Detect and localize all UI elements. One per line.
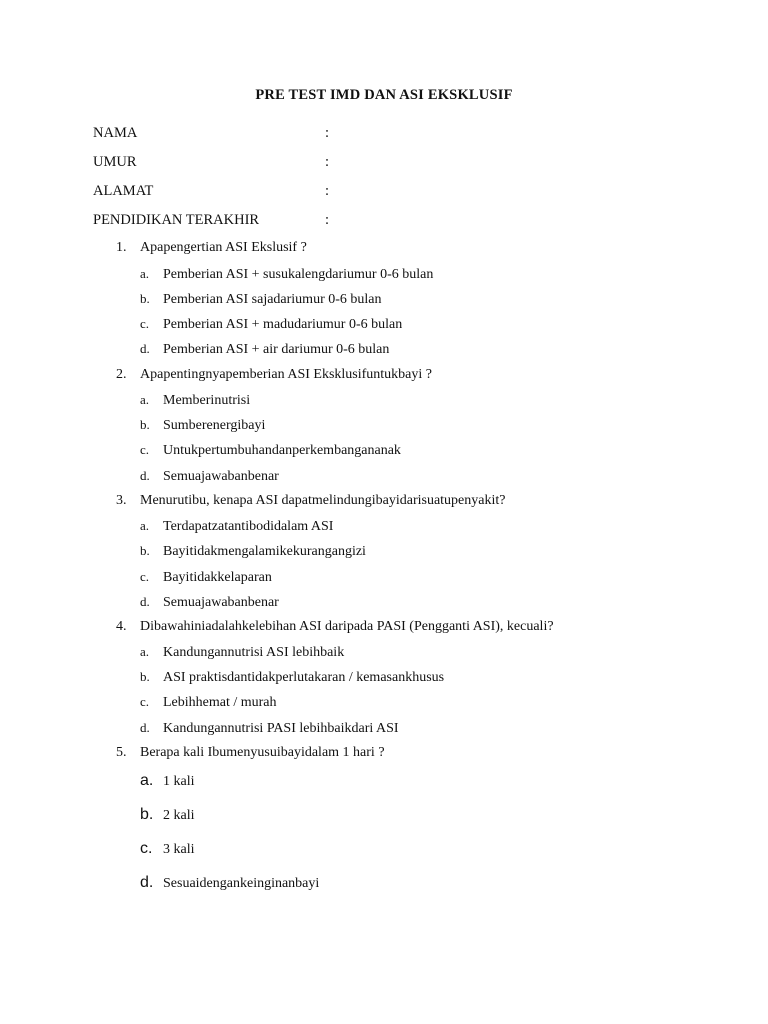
option-text: Semuajawabanbenar bbox=[163, 595, 279, 610]
option-3d bbox=[140, 594, 279, 611]
option-letter: a. bbox=[140, 644, 150, 659]
option-text: Pemberian ASI + susukalengdariumur 0-6 bulan bbox=[163, 267, 434, 282]
identity-row-umur bbox=[93, 154, 353, 174]
identity-row-alamat bbox=[93, 183, 353, 203]
option-1b bbox=[140, 291, 382, 308]
option-1c bbox=[140, 316, 402, 333]
option-3c bbox=[140, 569, 272, 586]
question-number: 2. bbox=[116, 367, 127, 382]
question-5 bbox=[116, 745, 385, 761]
option-3a bbox=[140, 518, 333, 535]
option-1a bbox=[140, 266, 433, 283]
question-number: 3. bbox=[116, 493, 127, 508]
option-letter: d. bbox=[140, 594, 150, 609]
option-text: Kandungannutrisi ASI lebihbaik bbox=[163, 645, 345, 660]
option-4a bbox=[140, 644, 344, 661]
option-letter: c. bbox=[140, 694, 150, 709]
option-letter: b. bbox=[140, 669, 150, 684]
option-letter: b. bbox=[140, 417, 150, 432]
option-letter: c. bbox=[140, 316, 150, 331]
option-text: Bayitidakkelaparan bbox=[163, 570, 272, 585]
identity-label: ALAMAT bbox=[93, 183, 154, 199]
option-text: Pemberian ASI + madudariumur 0-6 bulan bbox=[163, 317, 403, 332]
question-3 bbox=[116, 493, 505, 509]
option-letter: a. bbox=[140, 392, 150, 407]
option-letter: a. bbox=[140, 518, 150, 533]
question-text: Apapentingnyapemberian ASI Eksklusifuntukbayi ? bbox=[140, 367, 432, 382]
option-5c bbox=[140, 840, 195, 858]
question-number: 5. bbox=[116, 745, 127, 760]
option-letter: a. bbox=[140, 772, 154, 789]
option-text: Sumberenergibayi bbox=[163, 418, 266, 433]
option-1d bbox=[140, 341, 389, 358]
option-2d bbox=[140, 468, 279, 485]
identity-colon: : bbox=[325, 183, 330, 199]
option-text: Terdapatzatantibodidalam ASI bbox=[163, 519, 334, 534]
identity-row-nama bbox=[93, 125, 353, 145]
option-letter: d. bbox=[140, 720, 150, 735]
option-text: Bayitidakmengalamikekurangangizi bbox=[163, 544, 366, 559]
option-letter: c. bbox=[140, 569, 150, 584]
option-5d bbox=[140, 874, 319, 892]
option-letter: c. bbox=[140, 840, 153, 857]
option-text: Pemberian ASI sajadariumur 0-6 bulan bbox=[163, 292, 382, 307]
option-text: 3 kali bbox=[163, 842, 195, 857]
option-text: 2 kali bbox=[163, 808, 195, 823]
option-2c bbox=[140, 442, 401, 459]
option-2b bbox=[140, 417, 265, 434]
option-letter: b. bbox=[140, 543, 150, 558]
question-number: 1. bbox=[116, 240, 127, 255]
option-4c bbox=[140, 694, 277, 711]
question-2 bbox=[116, 367, 432, 383]
identity-colon: : bbox=[325, 212, 330, 228]
option-letter: d. bbox=[140, 468, 150, 483]
question-1 bbox=[116, 240, 307, 256]
option-letter: b. bbox=[140, 806, 154, 823]
identity-label: PENDIDIKAN TERAKHIR bbox=[93, 212, 260, 228]
question-4 bbox=[116, 619, 554, 635]
option-5a bbox=[140, 772, 195, 790]
option-5b bbox=[140, 806, 195, 824]
question-text: Menurutibu, kenapa ASI dapatmelindungibayidarisuatupenyakit? bbox=[140, 493, 506, 508]
option-3b bbox=[140, 543, 366, 560]
option-4b bbox=[140, 669, 444, 686]
question-number: 4. bbox=[116, 619, 127, 634]
identity-label: UMUR bbox=[93, 154, 137, 170]
page-title: PRE TEST IMD DAN ASI EKSKLUSIF bbox=[255, 87, 513, 103]
option-text: 1 kali bbox=[163, 774, 195, 789]
question-text: Dibawahiniadalahkelebihan ASI daripada PASI (Pengganti ASI), kecuali? bbox=[140, 619, 554, 634]
option-4d bbox=[140, 720, 399, 737]
option-text: Semuajawabanbenar bbox=[163, 469, 279, 484]
identity-colon: : bbox=[325, 125, 330, 141]
option-text: Pemberian ASI + air dariumur 0-6 bulan bbox=[163, 342, 390, 357]
question-text: Apapengertian ASI Ekslusif ? bbox=[140, 240, 307, 255]
option-letter: d. bbox=[140, 874, 154, 891]
option-text: Lebihhemat / murah bbox=[163, 695, 277, 710]
option-letter: d. bbox=[140, 341, 150, 356]
option-text: ASI praktisdantidakperlutakaran / kemasankhusus bbox=[163, 670, 445, 685]
option-text: Sesuaidengankeinginanbayi bbox=[163, 876, 320, 891]
option-text: Kandungannutrisi PASI lebihbaikdari ASI bbox=[163, 721, 399, 736]
question-text: Berapa kali Ibumenyusuibayidalam 1 hari ? bbox=[140, 745, 385, 760]
option-letter: b. bbox=[140, 291, 150, 306]
identity-label: NAMA bbox=[93, 125, 138, 141]
option-text: Memberinutrisi bbox=[163, 393, 251, 408]
option-letter: a. bbox=[140, 266, 150, 281]
option-text: Untukpertumbuhandanperkembangananak bbox=[163, 443, 401, 458]
option-letter: c. bbox=[140, 442, 150, 457]
identity-colon: : bbox=[325, 154, 330, 170]
identity-row-pendidikan bbox=[93, 212, 353, 232]
option-2a bbox=[140, 392, 250, 409]
